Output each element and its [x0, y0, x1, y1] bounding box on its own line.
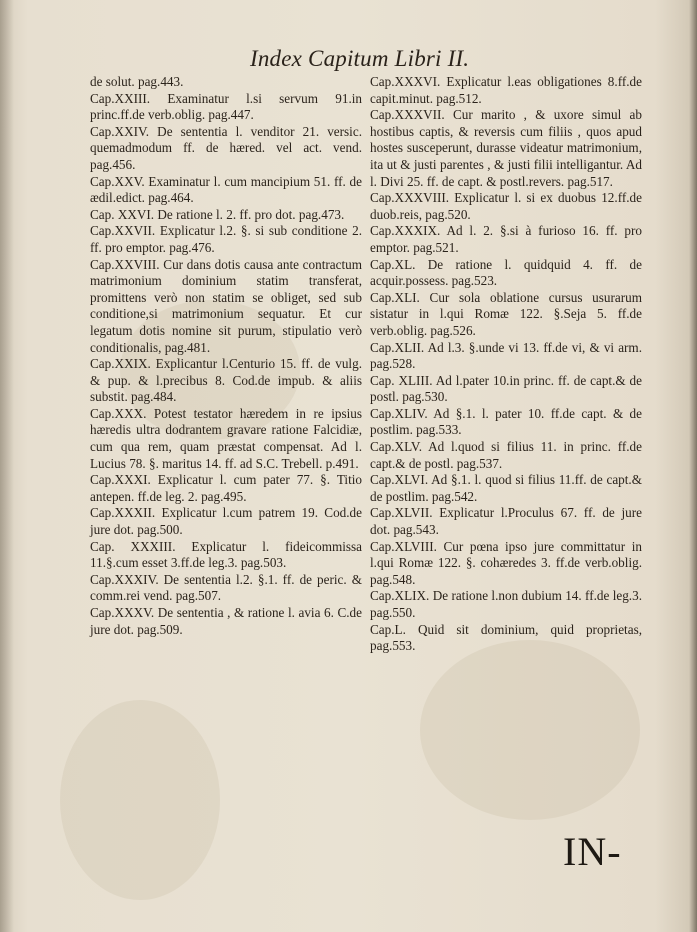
page-title: Index Capitum Libri II.: [250, 46, 470, 71]
index-entry: Cap.XLVI. Ad §.1. l. quod si filius 11.ff. de capt.& de postlim. pag.542.: [370, 472, 642, 504]
index-entry: Cap. XXXIII. Explicatur l. fideicommissa 11.§.cum esset 3.ff.de leg.3. pag.503.: [90, 538, 362, 571]
index-entry: Cap.XXXIX. Ad l. 2. §.si à furioso 16. ff. pro emptor. pag.521.: [370, 223, 642, 255]
index-entry: Cap.XLVII. Explicatur l.Proculus 67. ff. de jure dot. pag.543.: [370, 505, 642, 538]
index-entry: Cap.XXXVI. Explicatur l.eas obligationes 8.ff.de capit.minut. pag.512.: [370, 74, 642, 106]
index-entry: Cap. XLIII. Ad l.pater 10.in princ. ff. de capt.& de postl. pag.530.: [370, 372, 642, 405]
index-entry: de solut. pag.443.: [90, 74, 184, 89]
index-entry: Cap.XLII. Ad l.3. §.unde vi 13. ff.de vi, & vi arm. pag.528.: [370, 339, 642, 372]
index-entry: Cap.XLI. Cur sola oblatione cursus usurarum sistatur in l.qui Romæ 122. §.Seja 5. ff.de verb.oblig. pag.526.: [370, 289, 642, 338]
index-column-left: [90, 74, 362, 638]
index-entry: Cap.XLVIII. Cur pœna ipso jure committatur in l.qui Romæ 122. §. cohæredes 3. ff.de verb.oblig. pag.548.: [370, 538, 642, 587]
paper-stain: [420, 640, 640, 820]
index-entry: Cap.XXVII. Explicatur l.2. §. si sub conditione 2. ff. pro emptor. pag.476.: [90, 223, 362, 255]
index-entry: Cap.XXXIV. De sententia l.2. §.1. ff. de peric. & comm.rei vend. pag.507.: [90, 571, 362, 604]
index-entry: Cap.XLIX. De ratione l.non dubium 14. ff.de leg.3. pag.550.: [370, 588, 642, 620]
paper-stain: [60, 700, 220, 900]
page-edge-shadow: [689, 0, 697, 932]
index-entry: Cap.XXX. Potest testator hæredem in re ipsius hæredis ultra dodrantem gravare ratione Falcidiæ, cum qua rem, quam præstat compensat. Ad l. Lucius 78. §. maritus 14. ff. ad S.C. Trebell. p.491.: [90, 405, 362, 471]
index-column-right: [370, 74, 642, 655]
index-entry: Cap.XXVIII. Cur dans dotis causa ante contractum matrimonium dominium statim transferat, promittens verò non statim se obliget, sed sub conditione,si matrimonium sequatur. Et cur legatum dotis nomine sit purum, stipulatio verò conditionalis, pag.481.: [90, 256, 362, 355]
index-entry: Cap.XXXII. Explicatur l.cum patrem 19. Cod.de jure dot. pag.500.: [90, 505, 362, 538]
index-entry: Cap.XXIV. De sententia l. venditor 21. versic. quemadmodum ff. de hæred. vel act. vend. pag.456.: [90, 123, 362, 172]
index-entry: Cap.XL. De ratione l. quidquid 4. ff. de acquir.possess. pag.523.: [370, 256, 642, 289]
index-entry: Cap.XXXVIII. Explicatur l. si ex duobus 12.ff.de duob.reis, pag.520.: [370, 190, 642, 222]
index-entry: Cap.XLIV. Ad §.1. l. pater 10. ff.de capt. & de postlim. pag.533.: [370, 405, 642, 438]
gutter-shadow: [0, 0, 14, 932]
index-entry: Cap.L. Quid sit dominium, quid proprietas, pag.553.: [370, 621, 642, 654]
index-entry: Cap.XXIII. Examinatur l.si servum 91.in princ.ff.de verb.oblig. pag.447.: [90, 90, 362, 123]
index-entry: Cap.XLV. Ad l.quod si filius 11. in princ. ff.de capt.& de postl. pag.537.: [370, 439, 642, 471]
index-entry: Cap. XXVI. De ratione l. 2. ff. pro dot. pag.473.: [90, 206, 345, 222]
index-entry: Cap.XXIX. Explicantur l.Centurio 15. ff. de vulg. & pup. & l.precibus 8. Cod.de impub. & aliis substit. pag.484.: [90, 356, 362, 405]
index-entry: Cap.XXXI. Explicatur l. cum pater 77. §. Titio antepen. ff.de leg. 2. pag.495.: [90, 472, 362, 504]
index-entry: Cap.XXV. Examinatur l. cum mancipium 51. ff. de ædil.edict. pag.464.: [90, 173, 362, 206]
index-entry: Cap.XXXV. De sententia , & ratione l. avia 6. C.de jure dot. pag.509.: [90, 605, 362, 637]
index-entry: Cap.XXXVII. Cur marito , & uxore simul ab hostibus captis, & reversis cum filiis , quos apud hostes susceperunt, durasse videatur matrimonium, ita ut & justi parentes , & justi filii intelligantur. Ad l. Divi 25. ff. de capt. & postl.revers. pag.517.: [370, 107, 642, 189]
catchword: IN-: [563, 829, 622, 874]
